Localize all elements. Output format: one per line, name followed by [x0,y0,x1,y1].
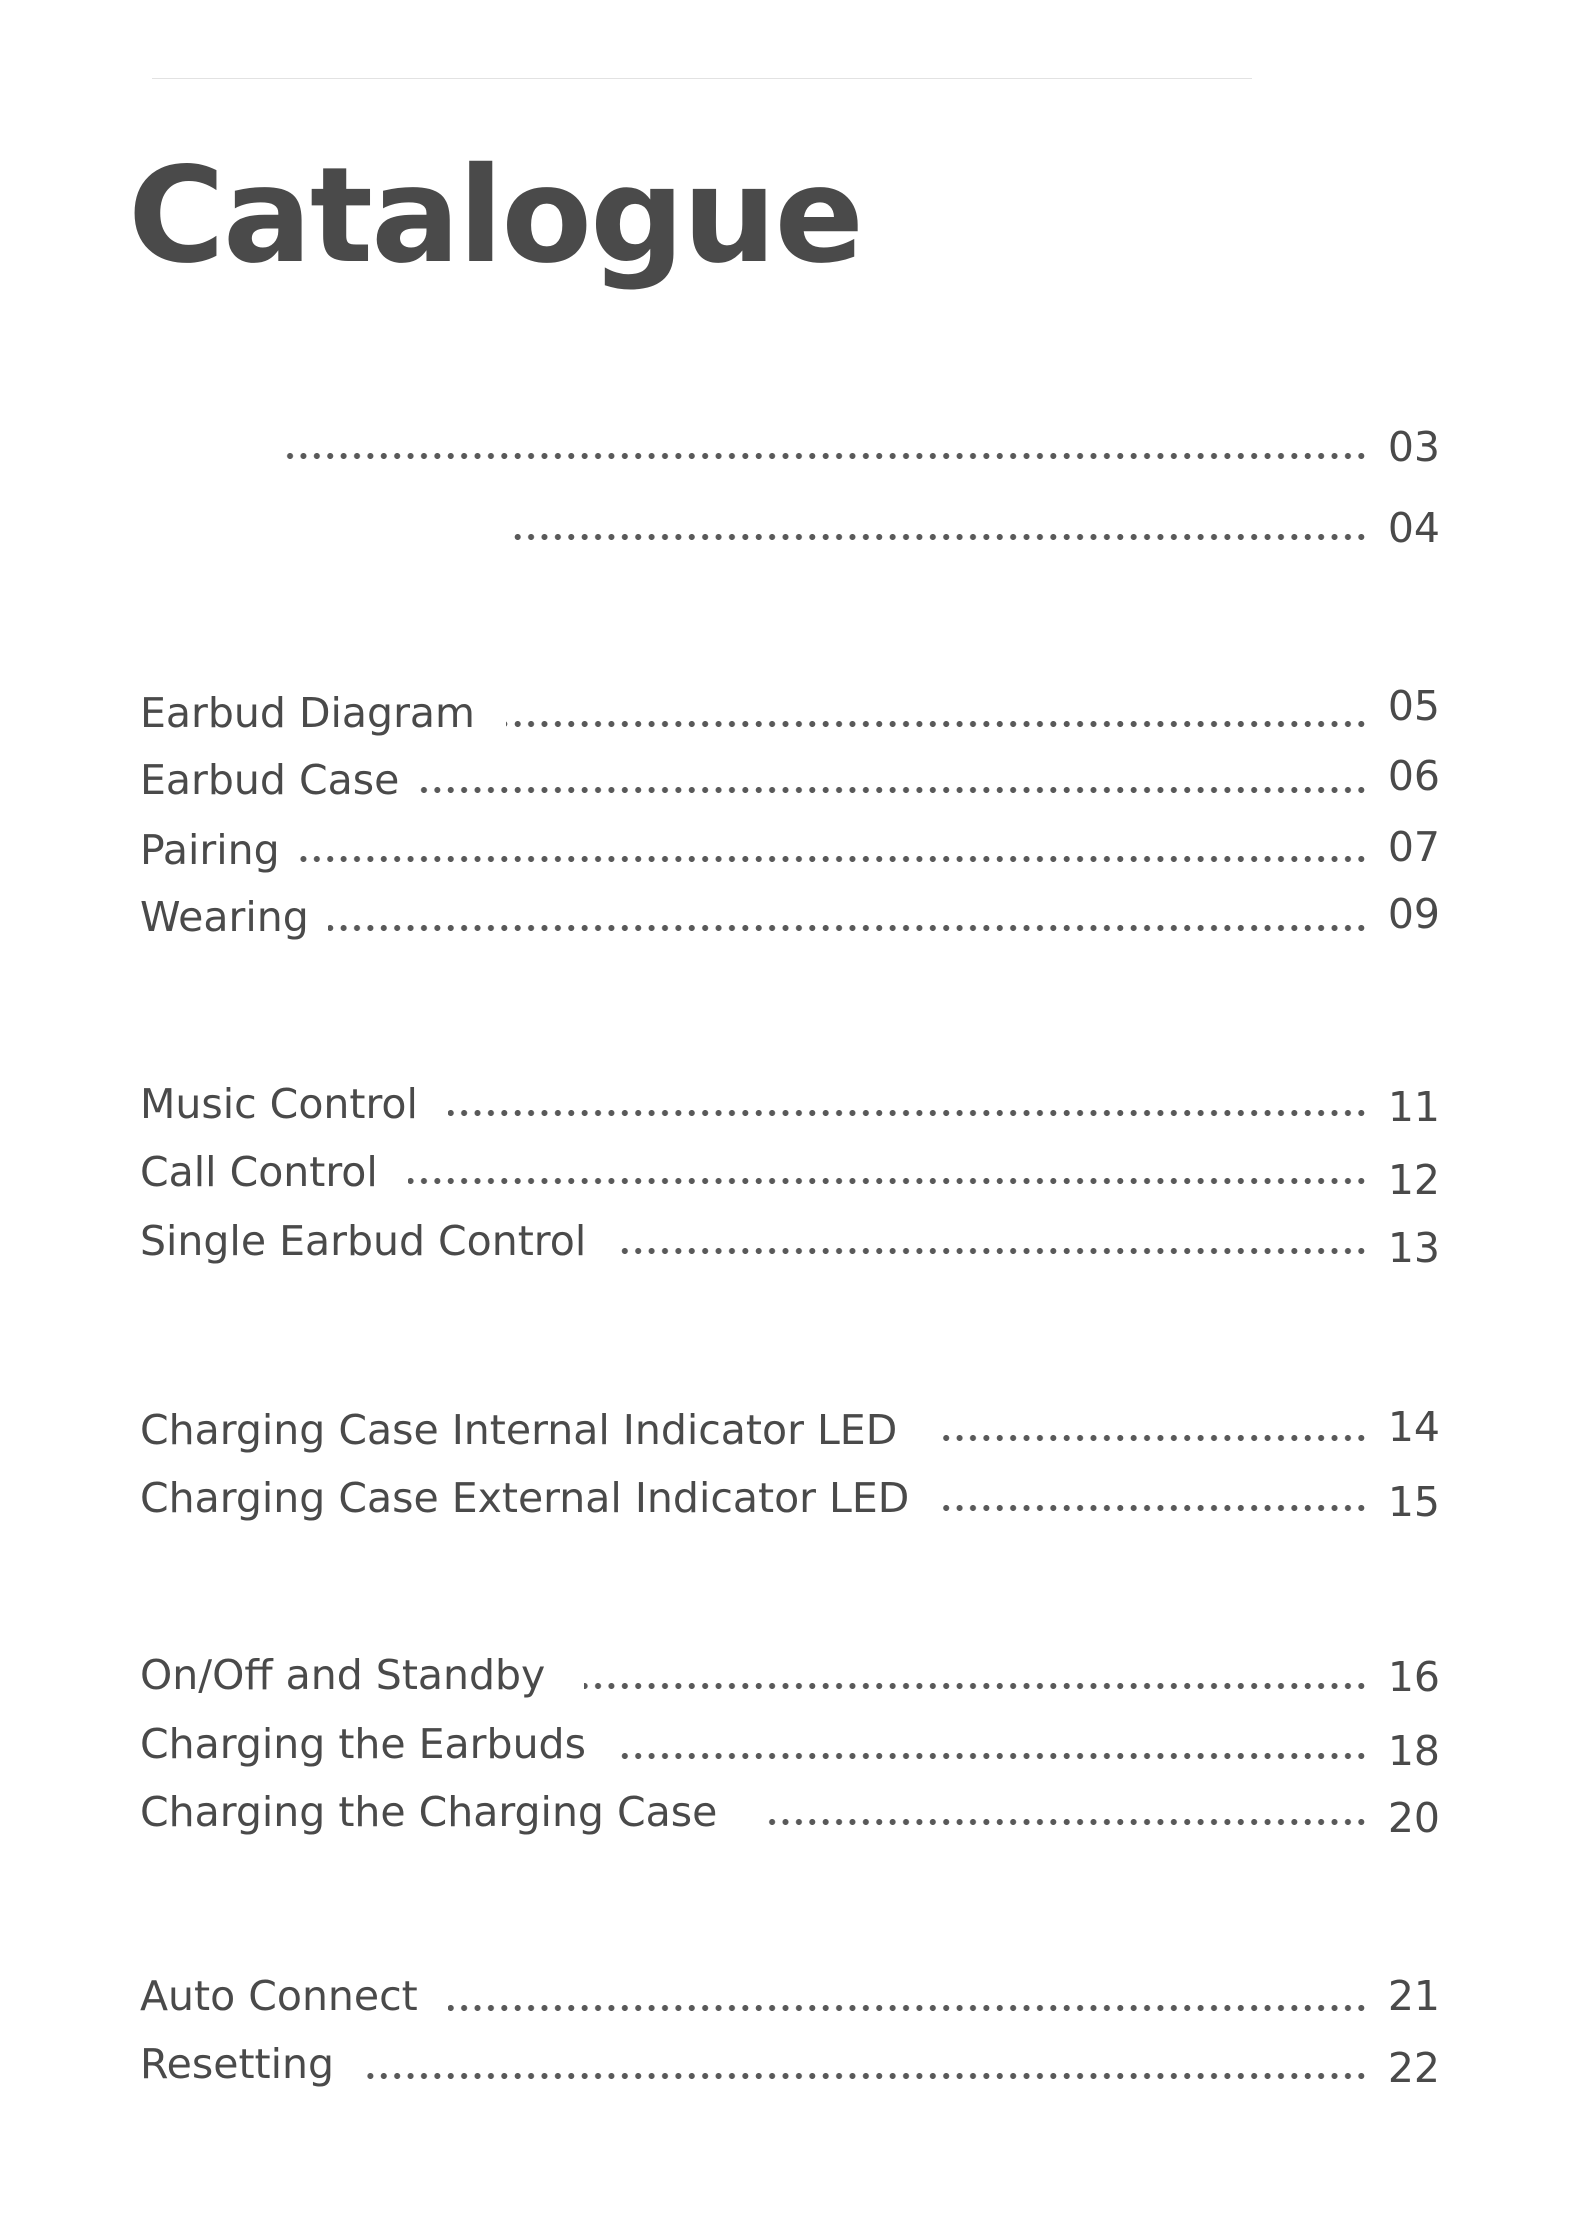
toc-leader-dots [448,2004,1368,2012]
toc-entry-label[interactable]: Charging the Earbuds [140,1720,586,1768]
toc-page-number: 14 [1387,1403,1440,1451]
toc-page-number: 22 [1387,2044,1440,2092]
toc-leader-dots [366,2072,1368,2080]
toc-page-number: 13 [1387,1224,1440,1272]
toc-entry-label[interactable]: Earbud Case [140,756,400,804]
toc-leader-dots [420,786,1368,794]
toc-page-number: 07 [1387,823,1440,871]
toc-leader-dots [508,533,1368,541]
toc-entry-label[interactable]: Charging the Charging Case [140,1788,718,1836]
toc-entry-label[interactable]: Single Earbud Control [140,1217,587,1265]
toc-entry-label[interactable]: Call Control [140,1148,378,1196]
toc-leader-dots [300,855,1368,863]
toc-entry-label[interactable]: Wearing [140,893,309,941]
toc-leader-dots [328,924,1368,932]
toc-page-number: 06 [1387,752,1440,800]
toc-page-number: 15 [1387,1478,1440,1526]
toc-leader-dots [408,1177,1368,1185]
toc-leader-dots [620,1752,1368,1760]
toc-leader-dots [938,1434,1368,1442]
toc-page-number: 05 [1387,682,1440,730]
toc-page-number: 04 [1387,504,1440,552]
toc-page-number: 16 [1387,1653,1440,1701]
toc-entry-label[interactable]: Pairing [140,826,280,874]
page-title: Catalogue [128,139,863,293]
toc-leader-dots [584,1682,1368,1690]
toc-page-number: 03 [1387,423,1440,471]
toc-entry-label[interactable]: Auto Connect [140,1972,418,2020]
toc-entry-label[interactable]: On/Off and Standby [140,1651,546,1699]
toc-leader-dots [938,1504,1368,1512]
toc-page-number: 11 [1387,1083,1440,1131]
toc-leader-dots [286,452,1368,460]
toc-entry-label[interactable]: Resetting [140,2040,335,2088]
toc-leader-dots [448,1109,1368,1117]
toc-page-number: 21 [1387,1972,1440,2020]
toc-entry-label[interactable]: Earbud Diagram [140,689,475,737]
toc-entry-label[interactable]: Charging Case Internal Indicator LED [140,1406,898,1454]
toc-page-number: 09 [1387,890,1440,938]
toc-leader-dots [620,1247,1368,1255]
toc-leader-dots [506,720,1368,728]
toc-entry-label[interactable]: Music Control [140,1080,418,1128]
toc-page-number: 20 [1387,1794,1440,1842]
toc-entry-label[interactable]: Charging Case External Indicator LED [140,1474,910,1522]
toc-page-number: 18 [1387,1727,1440,1775]
toc-page-number: 12 [1387,1156,1440,1204]
toc-leader-dots [764,1818,1368,1826]
